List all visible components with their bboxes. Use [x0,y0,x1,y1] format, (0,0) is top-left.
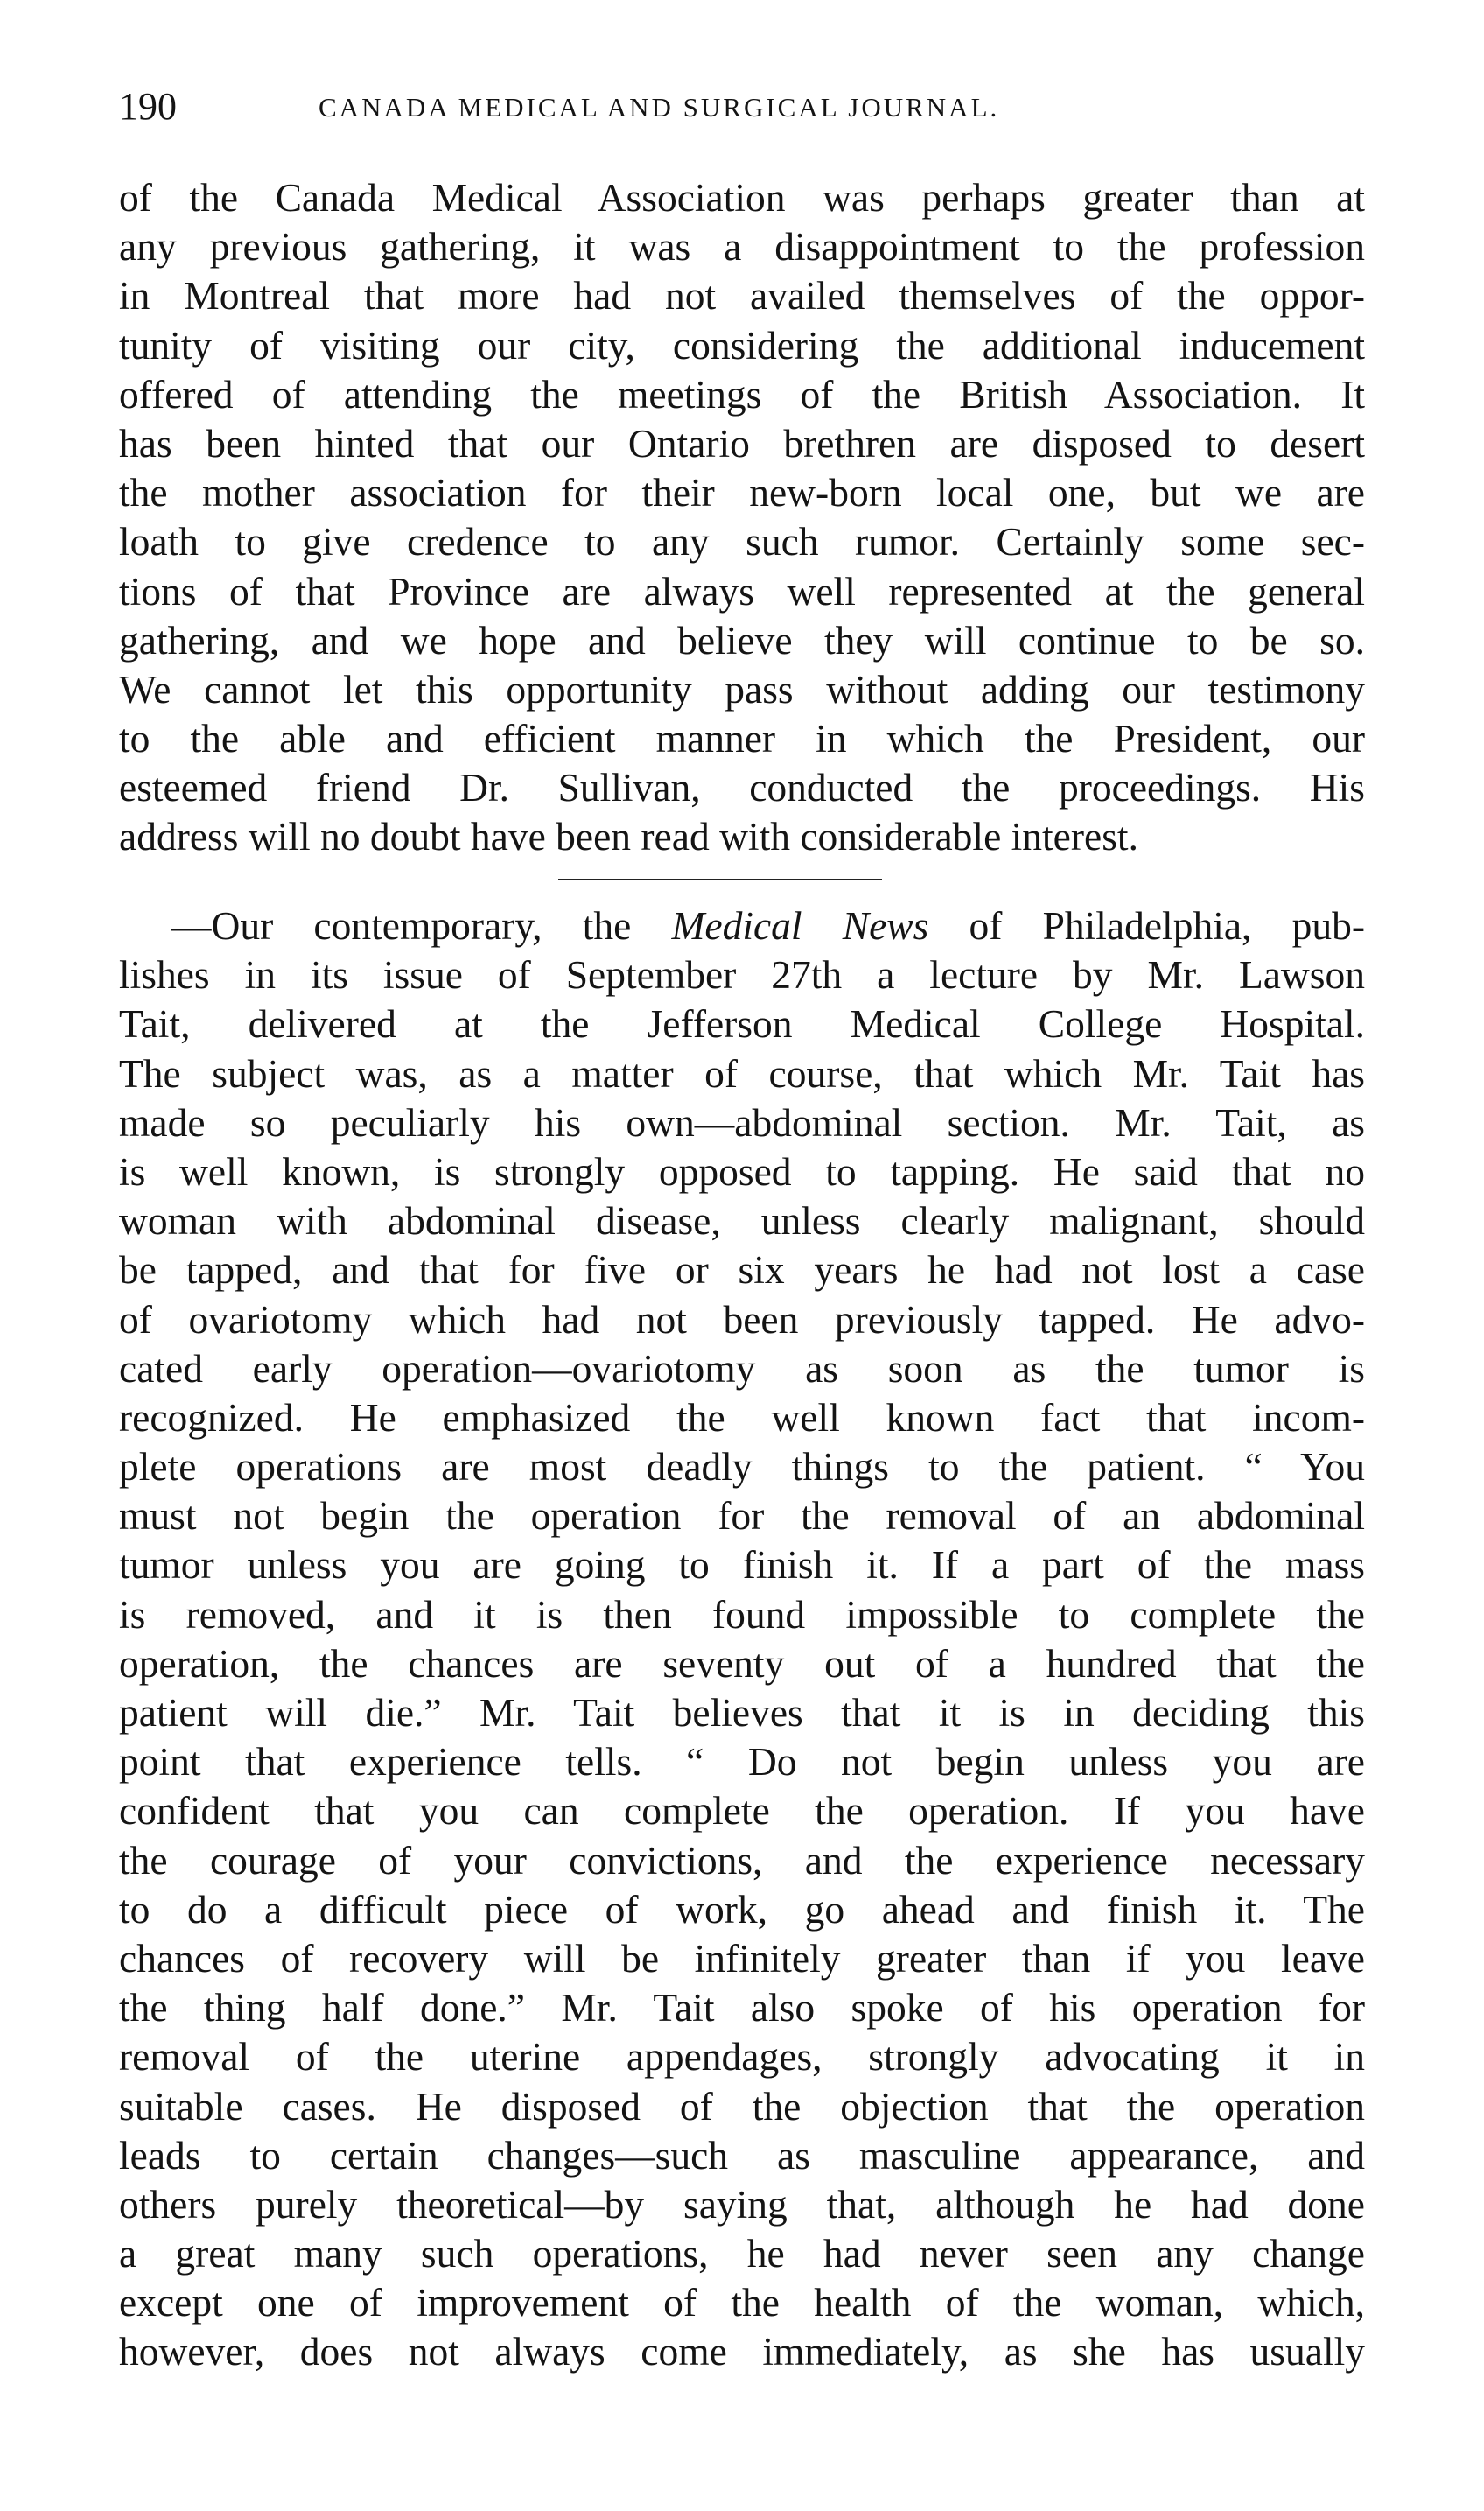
text-line: tions of that Province are always well represented at the general [119,568,1365,614]
text-line: any previous gathering, it was a disappointment to the profession [119,224,1365,270]
text-line: recognized. He emphasized the well known fact that incom- [119,1394,1365,1440]
text-line: esteemed friend Dr. Sullivan, conducted the proceedings. His [119,765,1365,810]
text-line: others purely theoretical—by saying that, although he had done [119,2181,1365,2227]
text-line: The subject was, as a matter of course, that which Mr. Tait has [119,1050,1365,1096]
text-line: plete operations are most deadly things to the patient. “ You [119,1444,1365,1490]
text-run: —Our contemporary, the [172,903,672,948]
text-line: is well known, is strongly opposed to tapping. He said that no [119,1148,1365,1194]
text-line: has been hinted that our Ontario brethren are disposed to desert [119,420,1365,466]
text-line: woman with abdominal disease, unless clearly malignant, should [119,1198,1365,1244]
paragraph-association [119,173,1365,862]
text-line: must not begin the operation for the removal of an abdominal [119,1493,1365,1539]
text-run: of Philadelphia, pub- [928,903,1365,948]
text-line-first [119,901,1365,950]
paragraph-lawson-tait [119,901,1365,2377]
running-head: CANADA MEDICAL AND SURGICAL JOURNAL. [318,92,1000,123]
text-line: a great many such operations, he had never seen any change [119,2231,1365,2276]
text-line: gathering, and we hope and believe they will continue to be so. [119,617,1365,663]
section-divider [558,879,882,880]
text-line: confident that you can complete the operation. If you have [119,1788,1365,1834]
text-line: removal of the uterine appendages, strongly advocating it in [119,2034,1365,2080]
text-line: operation, the chances are seventy out of a hundred that the [119,1640,1365,1686]
text-line: except one of improvement of the health of the woman, which, [119,2280,1365,2325]
text-line: suitable cases. He disposed of the objection that the operation [119,2083,1365,2129]
text-line: in Montreal that more had not availed themselves of the oppor- [119,273,1365,319]
text-line: however, does not always come immediately, as she has usually [119,2329,1365,2374]
text-line: patient will die.” Mr. Tait believes that it is in deciding this [119,1690,1365,1735]
text-line: loath to give credence to any such rumor. Certainly some sec- [119,519,1365,565]
text-line: offered of attending the meetings of the British Association. It [119,371,1365,417]
text-line: the thing half done.” Mr. Tait also spoke of his operation for [119,1985,1365,2031]
text-line: made so peculiarly his own—abdominal section. Mr. Tait, as [119,1099,1365,1145]
text-line: We cannot let this opportunity pass without adding our testimony [119,666,1365,712]
text-line: address will no doubt have been read with considerable interest. [119,814,1138,859]
text-line: of ovariotomy which had not been previously tapped. He advo- [119,1296,1365,1342]
text-line: chances of recovery will be infinitely greater than if you leave [119,1935,1365,1981]
text-line: to the able and efficient manner in which the President, our [119,716,1365,761]
text-line: the courage of your convictions, and the experience necessary [119,1837,1365,1883]
text-line: cated early operation—ovariotomy as soon as the tumor is [119,1345,1365,1391]
text-line: tumor unless you are going to finish it. If a part of the mass [119,1542,1365,1588]
text-line: lishes in its issue of September 27th a lecture by Mr. Lawson [119,952,1365,998]
text-line: Tait, delivered at the Jefferson Medical College Hospital. [119,1001,1365,1047]
text-line: to do a difficult piece of work, go ahead and finish it. The [119,1886,1365,1932]
text-line: leads to certain changes—such as masculine appearance, and [119,2132,1365,2178]
text-line: be tapped, and that for five or six years he had not lost a case [119,1247,1365,1293]
page-number: 190 [119,85,177,128]
text-line: point that experience tells. “ Do not begin unless you are [119,1739,1365,1785]
text-line: the mother association for their new-born local one, but we are [119,470,1365,516]
page-header [119,81,1362,133]
text-line: tunity of visiting our city, considering the additional inducement [119,322,1365,368]
journal-title-italic: Medical News [671,903,929,948]
text-line: of the Canada Medical Association was perhaps greater than at [119,175,1365,220]
text-line: is removed, and it is then found impossible to complete the [119,1591,1365,1637]
